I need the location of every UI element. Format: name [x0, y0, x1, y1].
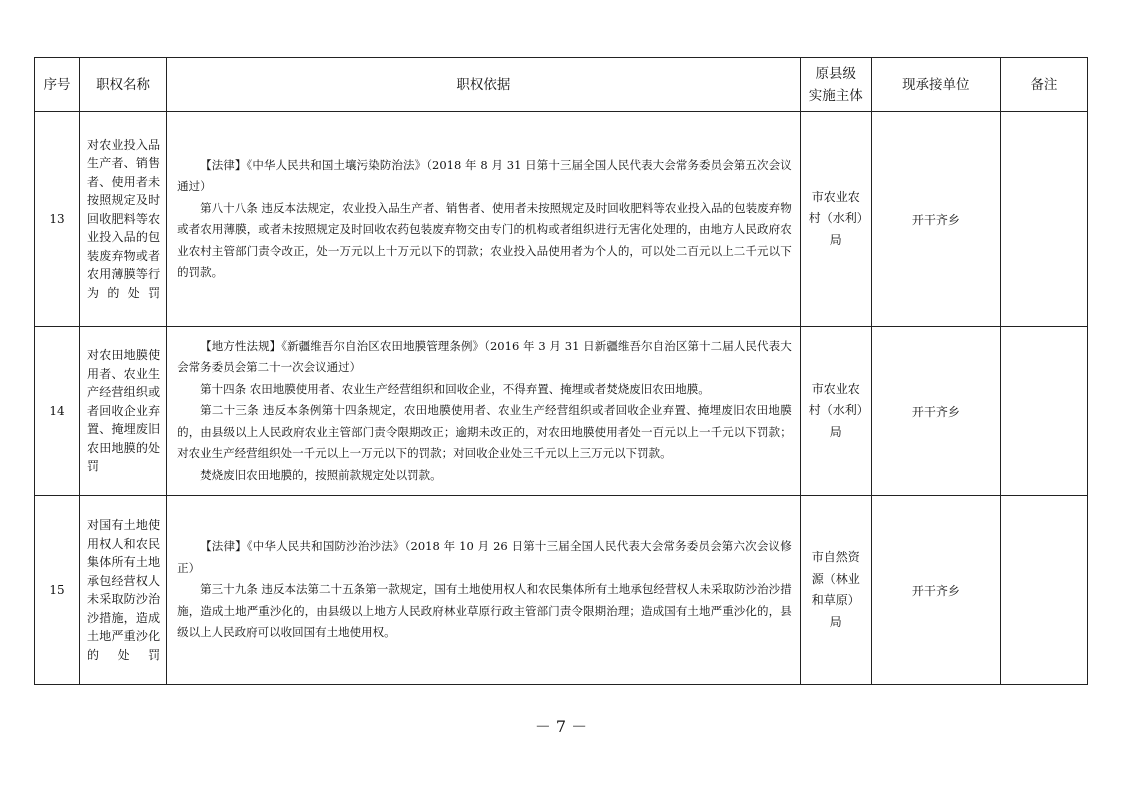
basis-paragraph: 第十四条 农田地膜使用者、农业生产经营组织和回收企业，不得弃置、掩埋或者焚烧废旧农田地膜。 [200, 381, 710, 396]
row-original-entity: 市农业农村（水利）局 [800, 327, 871, 496]
row-note [1000, 112, 1087, 327]
row-basis [167, 112, 801, 327]
basis-paragraph: 【地方性法规】《新疆维吾尔自治区农田地膜管理条例》（2016 年 3 月 31 日新疆维吾尔自治区第十二届人民代表大会常务委员会第二十一次会议通过） [177, 338, 792, 375]
row-basis [167, 496, 801, 685]
row-new-unit: 开干齐乡 [871, 496, 1000, 685]
basis-paragraph: 【法律】《中华人民共和国防沙治沙法》（2018 年 10 月 26 日第十三届全国人民代表大会常务委员会第六次会议修正） [177, 539, 792, 575]
row-no: 15 [35, 496, 80, 685]
header-basis: 职权依据 [167, 58, 801, 112]
row-note [1000, 327, 1087, 496]
row-name: 对农田地膜使用者、农业生产经营组织或者回收企业弃置、掩埋废旧农田地膜的处罚 [80, 327, 167, 496]
row-original-entity: 市农业农村（水利）局 [800, 112, 871, 327]
row-no: 13 [35, 112, 80, 327]
basis-paragraph: 【法律】《中华人民共和国土壤污染防治法》（2018 年 8 月 31 日第十三届全国人民代表大会常务委员会第五次会议通过） [177, 157, 792, 193]
row-name: 对农业投入品生产者、销售者、使用者未按照规定及时回收肥料等农业投入品的包装废弃物或者农用薄膜等行为的处罚 [80, 112, 167, 327]
header-original-entity-line1: 原县级 [815, 65, 856, 82]
authority-table [34, 57, 1088, 685]
row-new-unit: 开干齐乡 [871, 327, 1000, 496]
header-note: 备注 [1000, 58, 1087, 112]
table-row [35, 112, 1088, 327]
basis-paragraph: 焚烧废旧农田地膜的，按照前款规定处以罚款。 [200, 467, 442, 482]
header-no: 序号 [35, 58, 80, 112]
page-number: － 7 － [534, 717, 588, 736]
basis-paragraph: 第三十九条 违反本法第二十五条第一款规定，国有土地使用权人和农民集体所有土地承包经营权人未采取防沙治沙措施，造成土地严重沙化的，由县级以上地方人民政府林业草原行政主管部门责令限期治理；造成国有土地严重沙化的，县级以上人民政府可以收回国有土地使用权。 [177, 582, 792, 640]
row-basis [167, 327, 801, 496]
row-note [1000, 496, 1087, 685]
row-original-entity: 市自然资源（林业和草原）局 [800, 496, 871, 685]
basis-paragraph: 第二十三条 违反本条例第十四条规定，农田地膜使用者、农业生产经营组织或者回收企业弃置、掩埋废旧农田地膜的，由县级以上人民政府农业主管部门责令限期改正；逾期未改正的，对农田地膜使用者处一百元以上一千元以下罚款；对农业生产经营组织处一千元以上一万元以下的罚款；对回收企业处三千元以上三万元以下罚款。 [177, 403, 792, 461]
header-name: 职权名称 [80, 58, 167, 112]
table-header-row [35, 58, 1088, 112]
table-row [35, 496, 1088, 685]
row-new-unit: 开干齐乡 [871, 112, 1000, 327]
basis-paragraph: 第八十八条 违反本法规定，农业投入品生产者、销售者、使用者未按照规定及时回收肥料等农业投入品的包装废弃物或者农用薄膜，或者未按照规定及时回收农药包装废弃物交由专门的机构或者组织进行无害化处理的，由地方人民政府农业农村主管部门责令改正，处一万元以上十万元以下的罚款；农业投入品使用者为个人的，可以处二百元以上二千元以下的罚款。 [177, 200, 792, 279]
header-original-entity [800, 58, 871, 112]
table-row [35, 327, 1088, 496]
header-original-entity-line2: 实施主体 [808, 87, 863, 104]
header-new-unit: 现承接单位 [871, 58, 1000, 112]
row-name: 对国有土地使用权人和农民集体所有土地承包经营权人未采取防沙治沙措施，造成土地严重沙化的处罚 [80, 496, 167, 685]
row-no: 14 [35, 327, 80, 496]
